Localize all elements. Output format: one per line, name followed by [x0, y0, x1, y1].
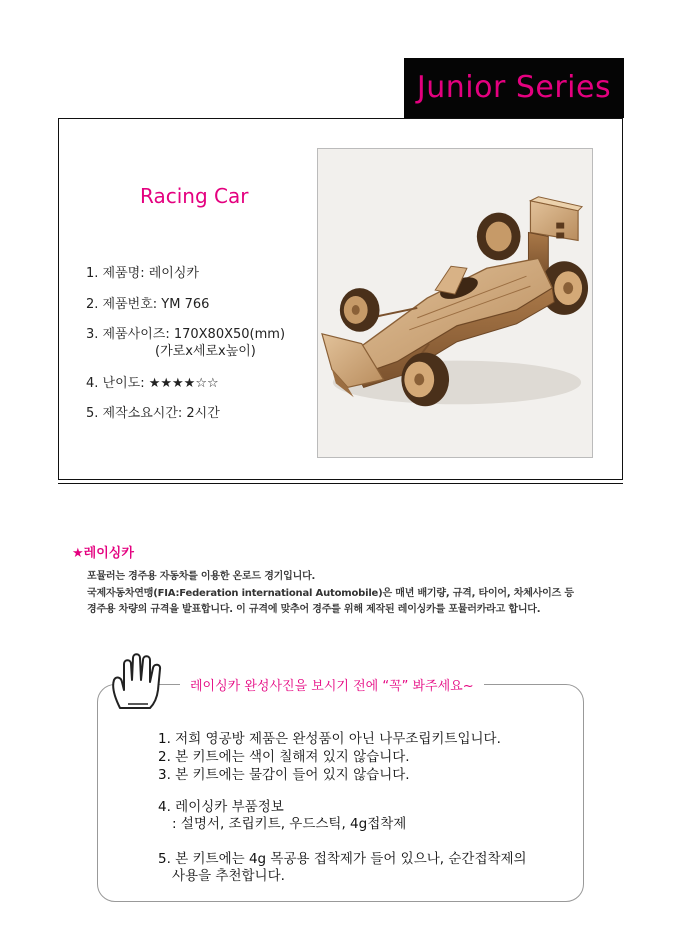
spec-product-size: 3. 제품사이즈: 170X80X50(mm): [86, 327, 286, 342]
description-line-2: 국제자동차연맹(FIA:Federation international Automobile)은 매년 배기량, 규격, 타이어, 차체사이즈 등: [87, 588, 574, 599]
product-title: Racing Car: [140, 184, 249, 208]
spec-product-name: 1. 제품명: 레이싱카: [86, 266, 199, 281]
spec-product-number: 2. 제품번호: YM 766: [86, 297, 210, 312]
notice-item-5-detail: 사용을 추천합니다.: [172, 868, 285, 884]
racing-car-illustration: [318, 149, 592, 457]
series-banner: [404, 58, 624, 118]
notice-item-1: 1. 저희 영공방 제품은 완성품이 아닌 나무조립키트입니다.: [158, 731, 501, 747]
notice-item-4: 4. 레이싱카 부품정보: [158, 799, 284, 815]
spec-box-underline: [58, 483, 623, 484]
description-line-3: 경주용 차량의 규격을 발표합니다. 이 규격에 맞추어 경주를 위해 제작된 레이싱카를 포뮬러카라고 합니다.: [87, 604, 541, 615]
hand-icon: [106, 650, 176, 714]
series-label: Junior Series: [416, 70, 612, 105]
notice-title: 레이싱카 완성사진을 보시기 전에 “꼭” 봐주세요~: [180, 675, 484, 694]
description-line-1: 포뮬러는 경주용 자동차를 이용한 온로드 경기입니다.: [87, 571, 316, 582]
notice-box: [97, 684, 584, 902]
notice-item-2: 2. 본 키트에는 색이 칠해져 있지 않습니다.: [158, 749, 410, 765]
description-heading: ★레이싱카: [72, 546, 134, 561]
spec-difficulty: 4. 난이도: ★★★★☆☆: [86, 376, 219, 391]
notice-item-4-detail: : 설명서, 조립키트, 우드스틱, 4g접착제: [172, 816, 407, 832]
spec-build-time: 5. 제작소요시간: 2시간: [86, 406, 220, 421]
spec-size-note: (가로x세로x높이): [155, 344, 256, 359]
notice-item-3: 3. 본 키트에는 물감이 들어 있지 않습니다.: [158, 767, 410, 783]
racing-car-photo: [317, 148, 593, 458]
notice-item-5: 5. 본 키트에는 4g 목공용 접착제가 들어 있으나, 순간접착제의: [158, 851, 527, 867]
